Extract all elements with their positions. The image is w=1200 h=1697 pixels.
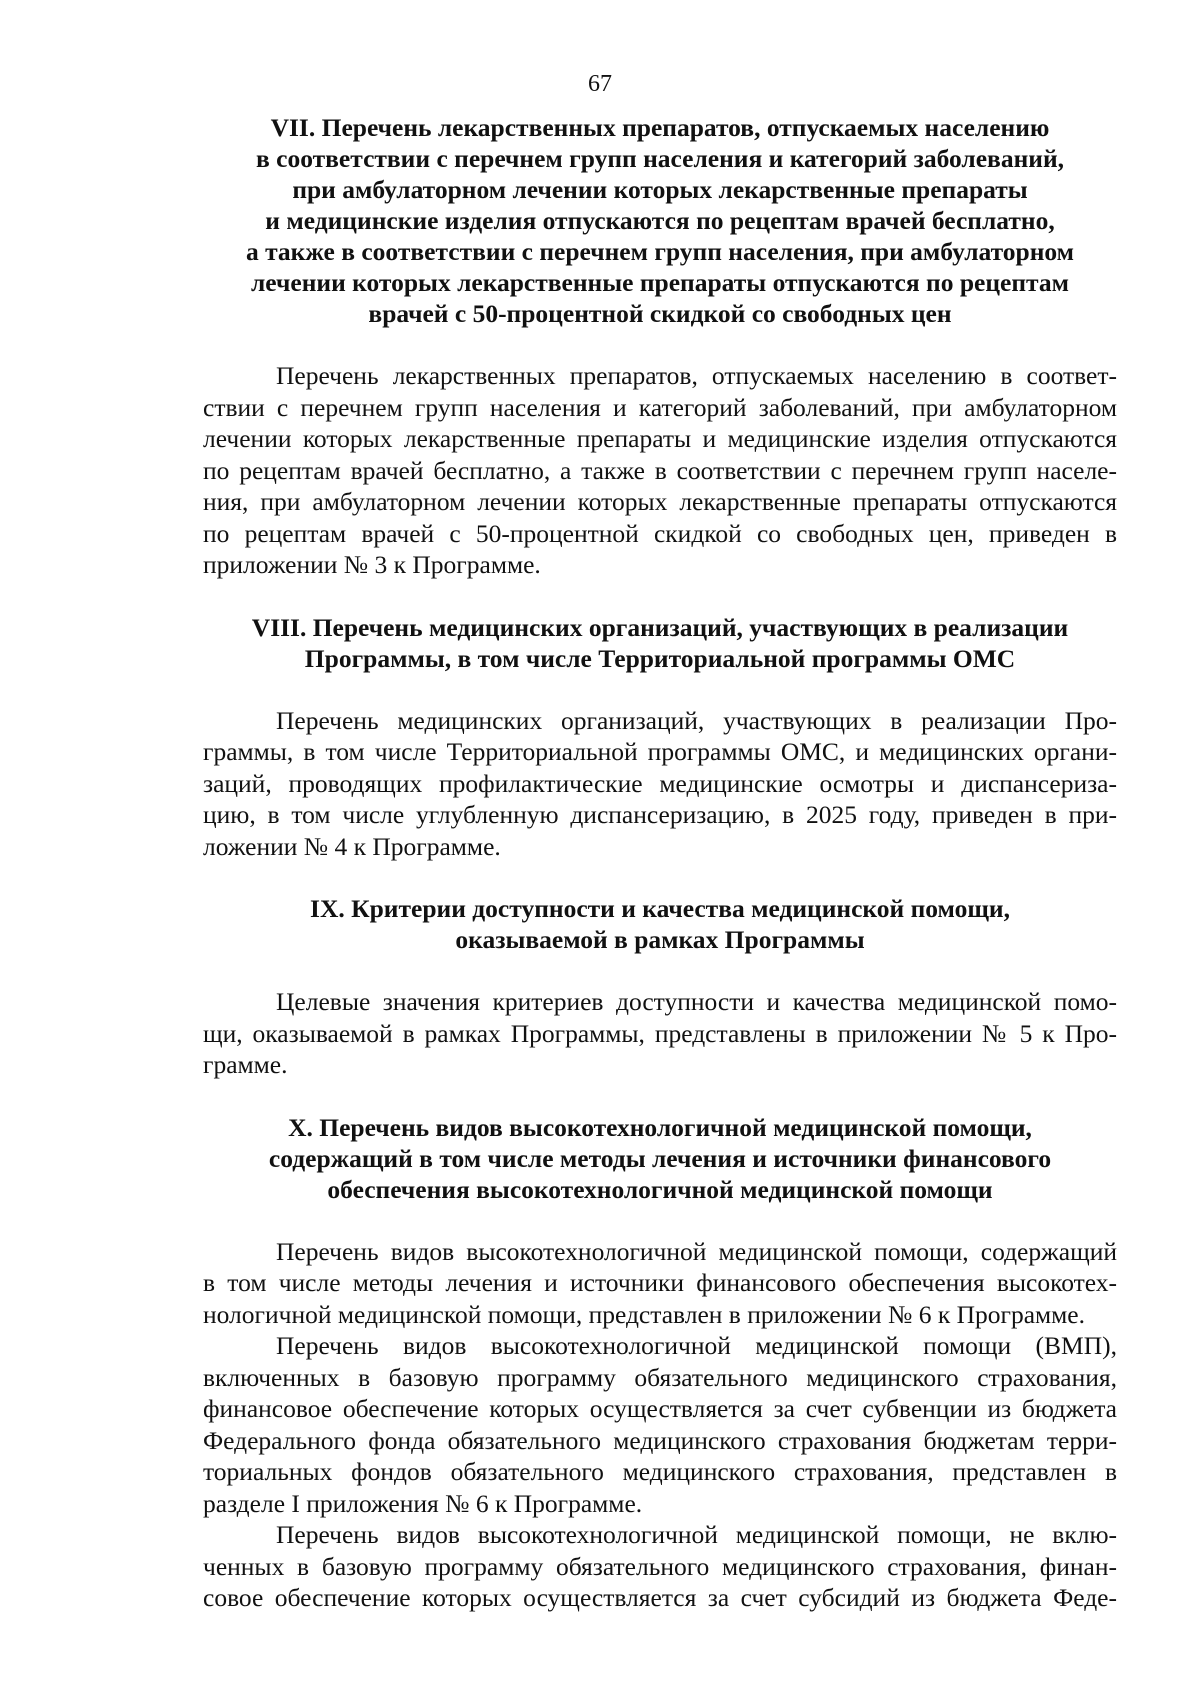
paragraph-line: Перечень лекарственных препаратов, отпускаемых населению в соответ- [276,361,1117,390]
heading-line: VIII. Перечень медицинских организаций, участвующих в реализации [251,612,1069,642]
paragraph [203,705,1117,863]
paragraph [203,1330,1117,1519]
paragraph-line: ложении № 4 к Программе. [203,831,501,861]
paragraph [203,986,1117,1081]
heading-line: содержащий в том числе методы лечения и источники финансового [268,1143,1052,1173]
paragraph-line: включенных в базовую программу обязательного медицинского страхования, [203,1362,1117,1392]
paragraph-line: грамме. [203,1050,288,1079]
paragraph-line: совое обеспечение которых осуществляется за счет субсидий из бюджета Феде- [203,1583,1117,1612]
page-number: 67 [588,71,612,97]
paragraph-line: в том числе методы лечения и источники финансового обеспечения высокотех- [203,1268,1117,1297]
paragraph-line: Целевые значения критериев доступности и качества медицинской помо- [276,987,1117,1016]
paragraph [203,1519,1117,1614]
heading-line: X. Перечень видов высокотехнологичной медицинской помощи, [288,1112,1032,1142]
heading-line: Программы, в том числе Территориальной программы ОМС [304,643,1016,673]
paragraph-line: щи, оказываемой в рамках Программы, представлены в приложении № 5 к Про- [203,1018,1117,1048]
section-ix [203,893,1117,1112]
paragraph-line: лечении которых лекарственные препараты и медицинские изделия отпускаются [203,424,1117,453]
paragraph-line: ния, при амбулаторном лечении которых лекарственные препараты отпускаются [203,487,1117,516]
heading-line: при амбулаторном лечении которых лекарственные препараты [292,175,1028,204]
paragraph-line: граммы, в том числе Территориальной программы ОМС, и медицинских органи- [203,737,1117,766]
heading-line: обеспечения высокотехнологичной медицинской помощи [327,1174,993,1204]
paragraph-line: ченных в базовую программу обязательного медицинского страхования, финан- [203,1551,1117,1581]
paragraph-line: Перечень видов высокотехнологичной медицинской помощи, не вклю- [276,1520,1117,1549]
paragraph-line: заций, проводящих профилактические медицинские осмотры и диспансеризa- [203,768,1117,798]
paragraph-line: по рецептам врачей с 50-процентной скидкой со свободных цен, приведен в [203,518,1117,548]
heading-line: оказываемой в рамках Программы [455,925,865,954]
heading-line: VII. Перечень лекарственных препаратов, отпускаемых населению [270,113,1050,142]
document-body [203,112,1117,1614]
paragraph-line: разделе I приложения № 6 к Программе. [203,1488,643,1518]
paragraph-line: приложении № 3 к Программе. [203,550,541,579]
paragraph-line: по рецептам врачей бесплатно, а также в соответствии с перечнем групп населе- [203,455,1117,485]
section-heading [203,612,1117,674]
paragraph-line: нологичной медицинской помощи, представлен в приложении № 6 к Программе. [203,1299,1086,1329]
paragraph [203,1236,1117,1331]
section-heading [203,1112,1117,1205]
heading-line: врачей с 50-процентной скидкой со свободных цен [368,299,952,328]
paragraph-line: Перечень медицинских организаций, участвующих в реализации Про- [276,705,1117,735]
paragraph-line: Перечень видов высокотехнологичной медицинской помощи, содержащий [276,1236,1117,1266]
paragraph-line: Федерального фонда обязательного медицинского страхования бюджетам терри- [203,1425,1117,1455]
paragraph-line: Перечень видов высокотехнологичной медицинской помощи (ВМП), [276,1331,1117,1360]
paragraph-line: ториальных фондов обязательного медицинского страхования, представлен в [203,1457,1117,1486]
paragraph [203,360,1117,581]
heading-line: в соответствии с перечнем групп населения и категорий заболеваний, [255,144,1065,173]
paragraph-line: ствии с перечнем групп населения и категорий заболеваний, при амбулаторном [203,392,1117,422]
section-vii [203,112,1117,612]
heading-line: и медицинские изделия отпускаются по рецептам врачей бесплатно, [265,206,1055,235]
section-x [203,1112,1117,1614]
heading-line: лечении которых лекарственные препараты отпускаются по рецептам [251,268,1069,297]
section-heading [203,893,1117,955]
section-viii [203,612,1117,894]
heading-line: IX. Критерии доступности и качества медицинской помощи, [310,894,1010,923]
heading-line: а также в соответствии с перечнем групп населения, при амбулаторном [245,237,1075,266]
paragraph-line: финансовое обеспечение которых осуществляется за счет субвенции из бюджета [203,1394,1117,1423]
section-heading [203,112,1117,329]
paragraph-line: цию, в том числе углубленную диспансеризацию, в 2025 году, приведен в при- [203,800,1117,829]
